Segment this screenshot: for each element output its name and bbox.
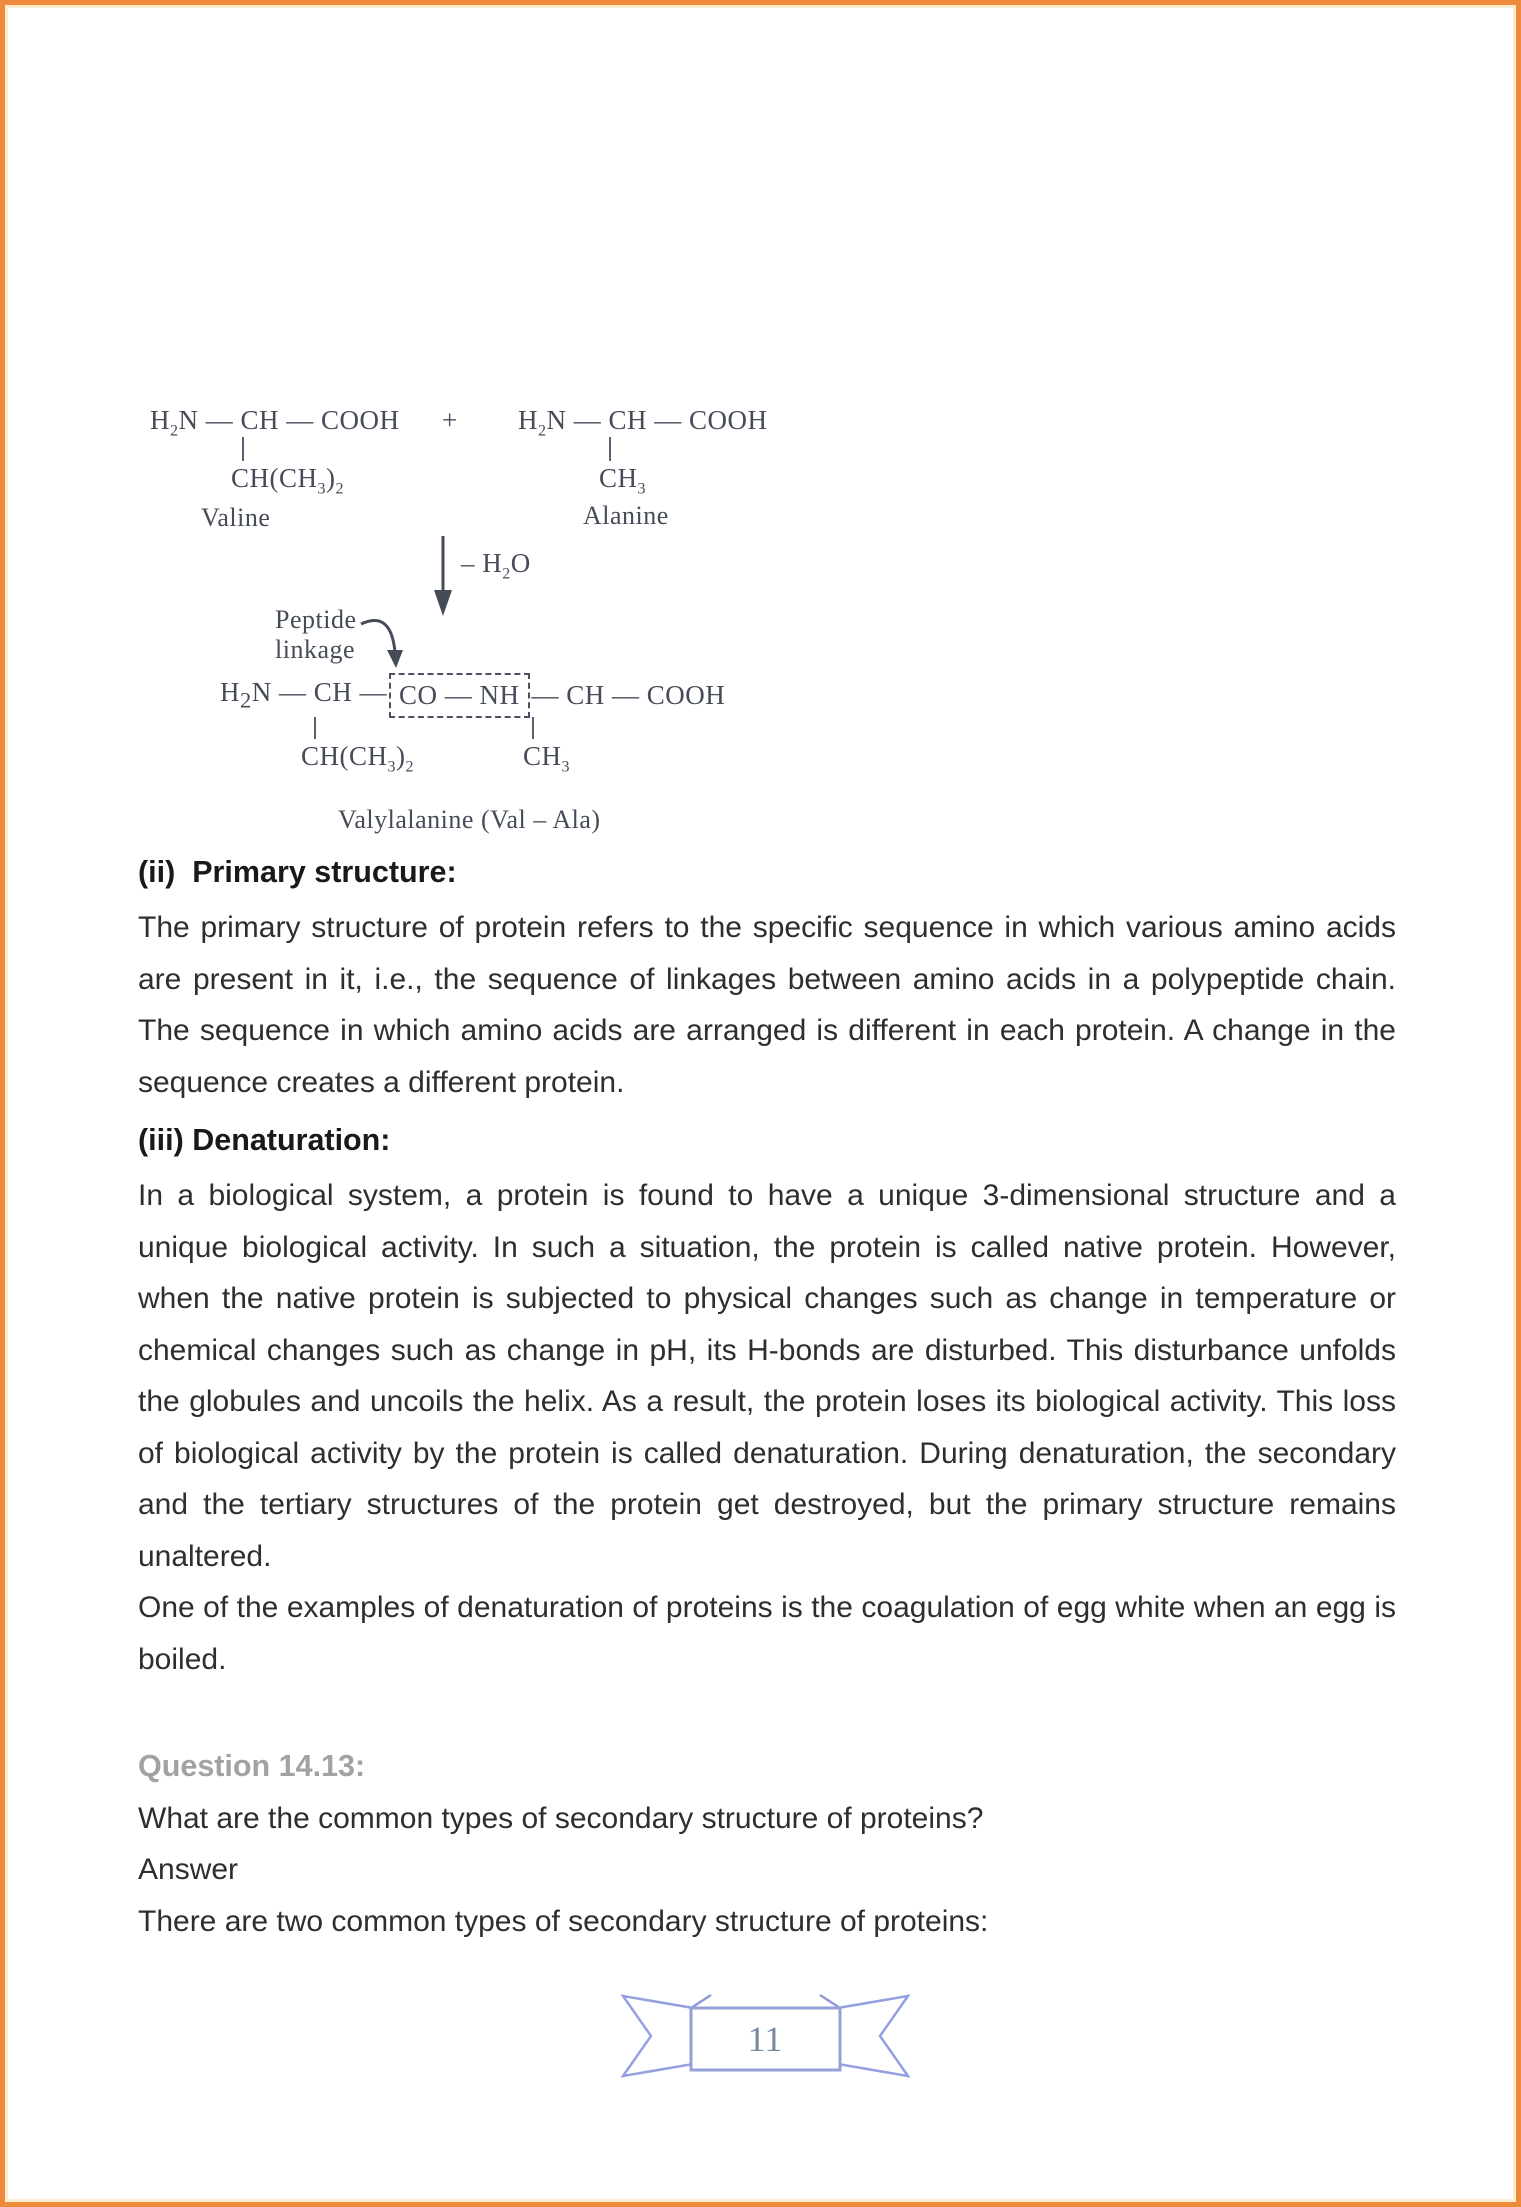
answer-intro-text: There are two common types of secondary structure of proteins:	[138, 1904, 989, 1938]
product-left-bond-line	[314, 717, 316, 739]
question-text: What are the common types of secondary structure of proteins?	[138, 1801, 984, 1835]
plus-sign: +	[442, 405, 458, 435]
valine-label: Valine	[201, 503, 271, 532]
paragraph-denaturation: In a biological system, a protein is found to have a unique 3-dimensional structure and a unique biological activity. In such a situation, the protein is called native protein. However, when the native protein is subjected to physical changes such as change in temperature or chemical changes such as change in pH, its H-bonds are disturbed. This disturbance unfolds the globules and uncoils the helix. As a result, the protein loses its biological activity. This loss of biological activity by the protein is called denaturation. During denaturation, the secondary and the tertiary structures of the protein get destroyed, but the primary structure remains unaltered.	[138, 1179, 1396, 1573]
ribbon-right-fold	[820, 1995, 840, 2008]
alanine-label: Alanine	[583, 501, 669, 530]
product-right-bond-line	[532, 717, 534, 739]
product-left-substituent: $CH(CH_3)_2$	[301, 741, 415, 776]
curved-arrow-icon	[357, 608, 409, 672]
paragraph-primary-structure: The primary structure of protein refers to the specific sequence in which various amino acids are present in it, i.e., the sequence of linkages between amino acids in a polypeptide chain. The sequence in which amino acids are arranged is different in each protein. A change in the sequence creates a different protein.	[138, 911, 1396, 1099]
page-text	[138, 850, 1396, 1947]
page-number-ribbon	[613, 1988, 918, 2088]
answer-label: Answer	[138, 1853, 239, 1886]
down-arrow-icon	[433, 536, 455, 618]
alanine-substituent: $CH_3$	[599, 463, 647, 498]
question-block	[138, 1741, 1396, 1947]
peptide-linkage-label: Peptide linkage	[275, 605, 357, 664]
section-heading-primary-structure: (ii) Primary structure:	[138, 855, 457, 889]
alanine-bond-line	[609, 437, 611, 461]
product-right-substituent: $CH_3$	[523, 741, 571, 776]
paragraph-denaturation-example: One of the examples of denaturation of proteins is the coagulation of egg white when an egg is boiled.	[138, 1591, 1396, 1676]
peptide-bond-box: CO — NH	[389, 673, 530, 718]
ribbon-left-fold	[691, 1995, 711, 2008]
valine-bond-line	[242, 437, 244, 461]
page-number: 11	[747, 2019, 783, 2059]
valine-substituent: $CH(CH_3)_2$	[231, 463, 345, 498]
section-heading-denaturation: (iii) Denaturation:	[138, 1123, 391, 1157]
question-number-heading: Question 14.13:	[138, 1749, 366, 1783]
minus-water-label: – $H_2O$	[461, 548, 531, 583]
alanine-formula: $H_2N$ — CH — COOH	[518, 405, 768, 440]
product-formula: $H_2N$ — CH — CO — NH — CH — COOH	[220, 673, 725, 718]
valine-formula: $H_2N$ — CH — COOH	[150, 405, 400, 440]
product-caption: Valylalanine (Val – Ala)	[338, 805, 601, 834]
